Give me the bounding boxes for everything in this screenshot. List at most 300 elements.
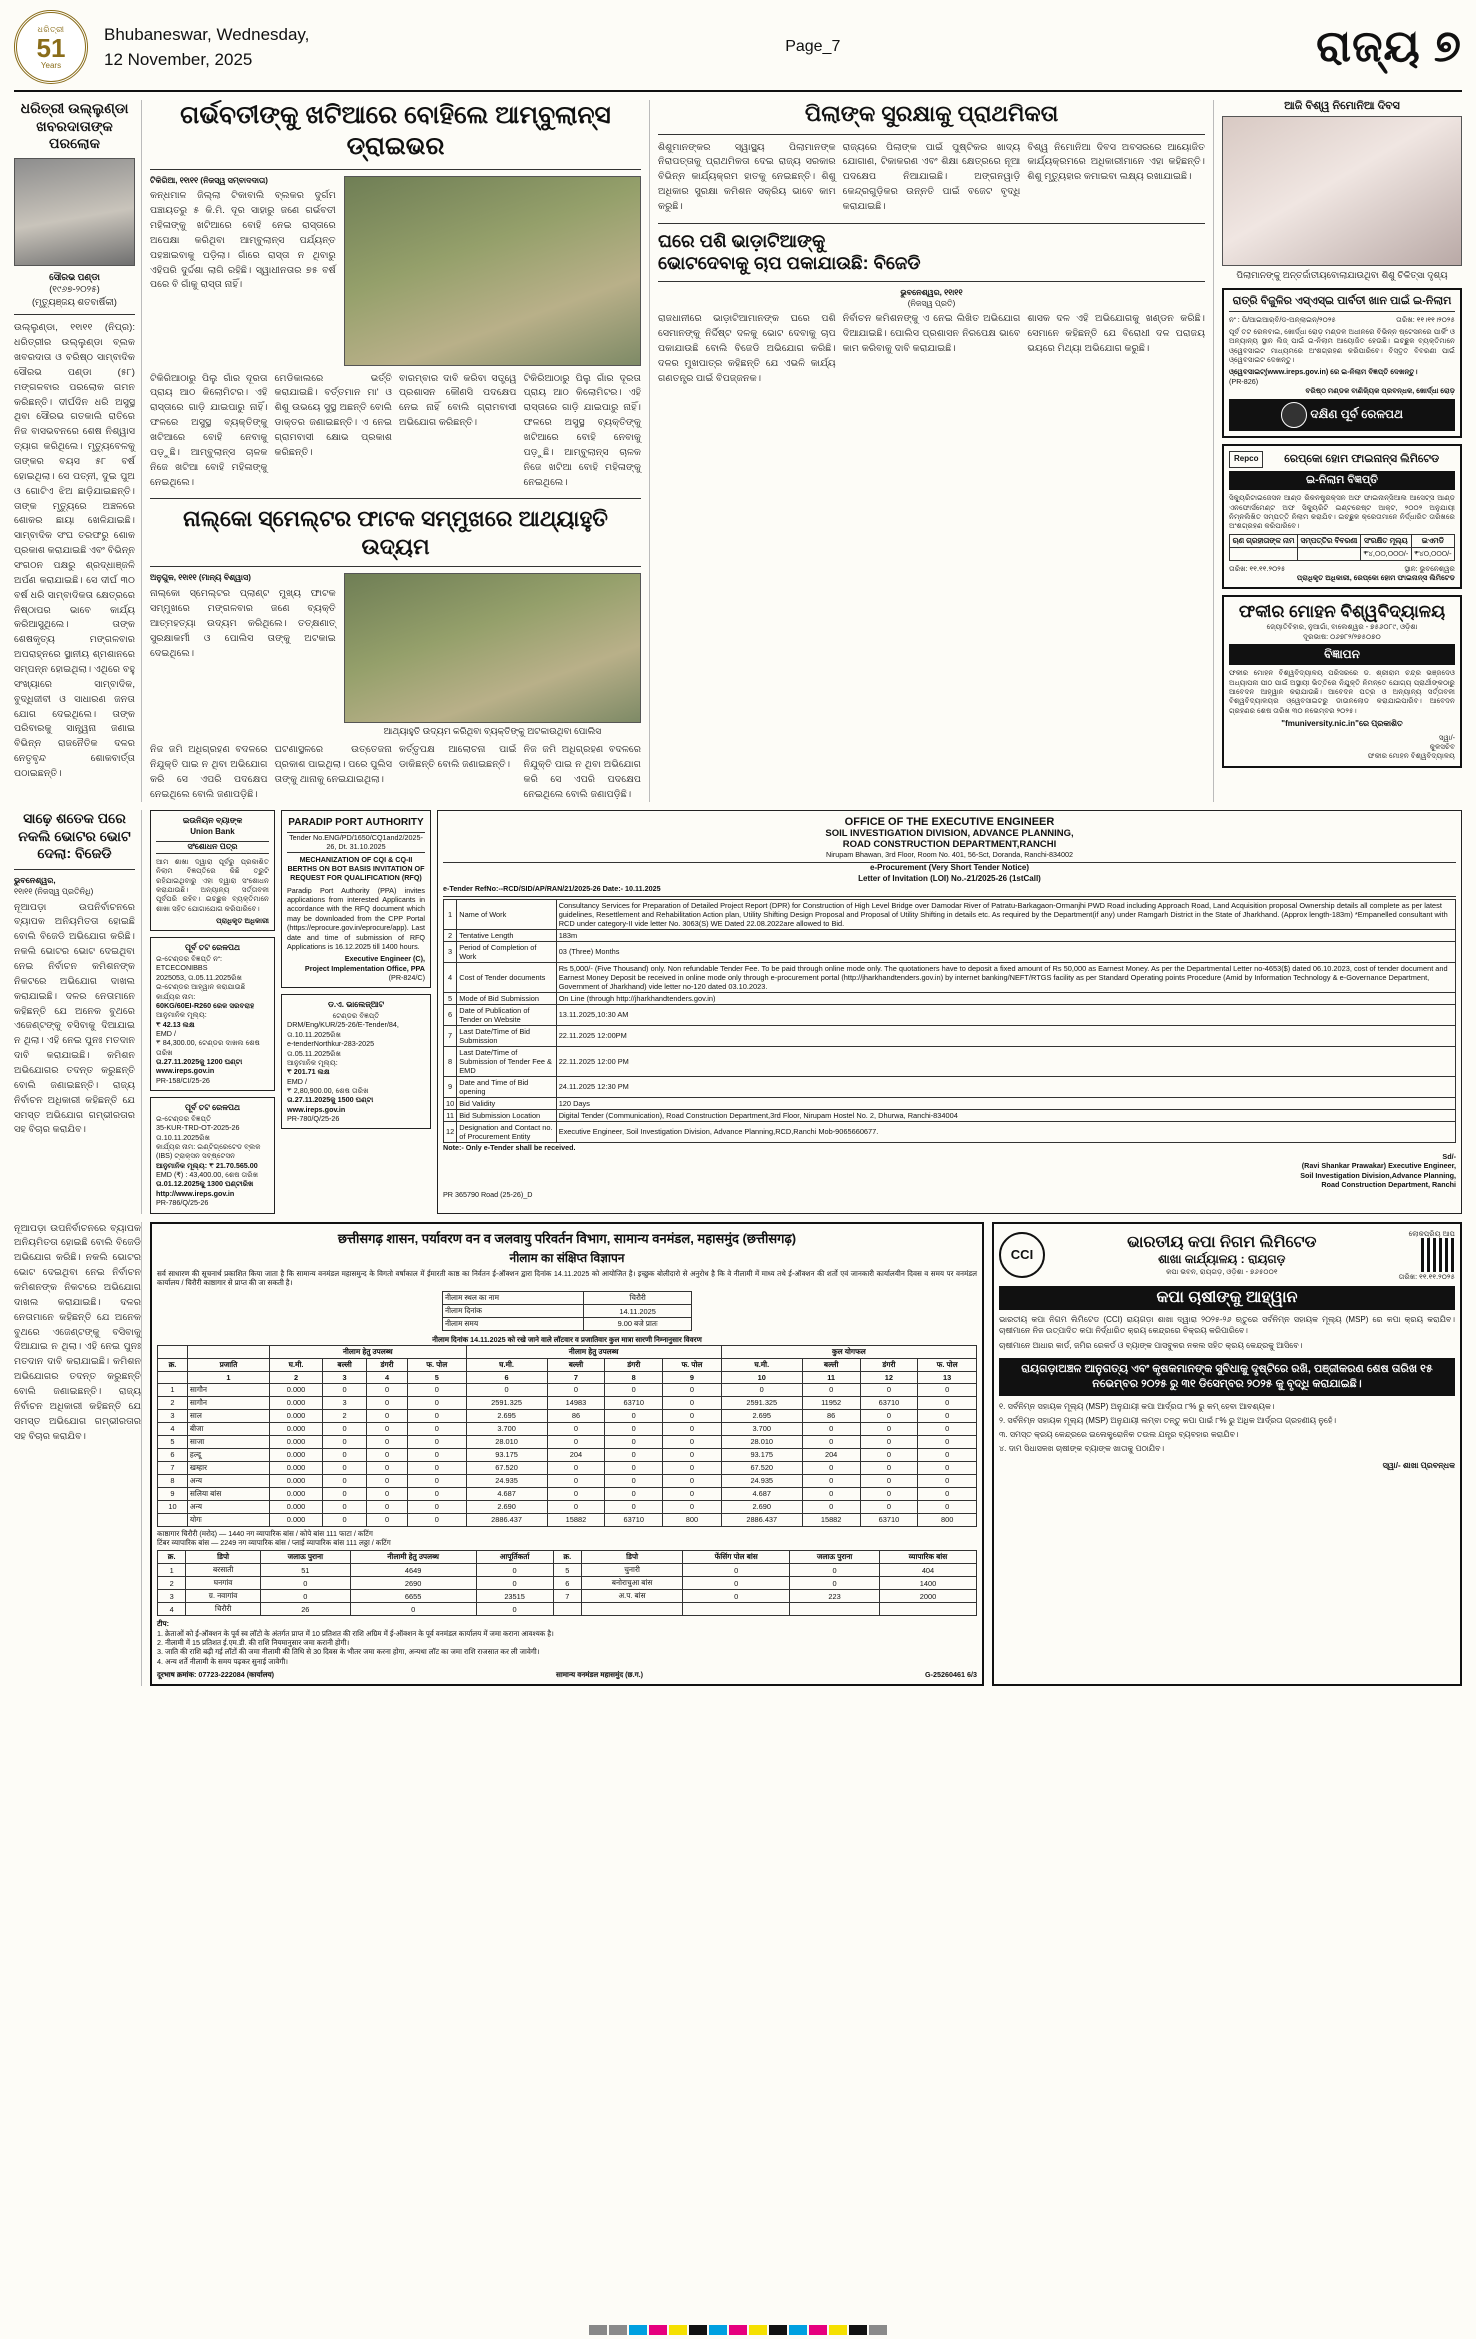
- table-cell: 0.000: [269, 1474, 322, 1487]
- publication-logo: [14, 10, 88, 84]
- child-col2: ରାଜ୍ୟରେ ପିଲାଙ୍କ ପାଇଁ ପୁଷ୍ଟିକର ଖାଦ୍ୟ ଯୋଗାଣ, ଟିକାକରଣ ଏବଂ ଶିକ୍ଷା କ୍ଷେତ୍ରରେ ନୂଆ ପଦକ୍ଷେପ ନିଆଯାଇଛି। ଅଙ୍ଗନୱାଡ଼ି କେନ୍ଦ୍ରଗୁଡ଼ିକର ଉନ୍ନତି ପାଇଁ ବଜେଟ ବୃଦ୍ଧି କରାଯାଇଛି।: [842, 141, 1021, 212]
- table-cell: [581, 1603, 682, 1616]
- jh-sign-3: Soil Investigation Division,Advance Planning,: [1300, 1170, 1456, 1180]
- table-cell: Rs 5,000/- (Five Thousand) only. Non refundable Tender Fee. To be paid through online mode only. The quotationers have to deposit a fixed amount of Rs 50,000 as Earnest Money. As per the Departmental Letter no-4653($) dated 06.10.2023, cost of tender document and Earnest Money Deposit be received in online mode only through e-procurement portal (http://jharkhandtenders.gov.in) by internet banking/NEFT/RTGS facility as per Standard Operating points Procedure (Amid by Information Technology & e-Governance Department, Government of Jharkhand) vide letter no-120 dated 03.10.2023.: [556, 962, 1455, 992]
- table-header-cell: बल्ली: [323, 1358, 367, 1371]
- terms-item: 2. नीलामी में 15 प्रतिशत ई.एम.डी. की राशि नियमानुसार जमा करानी होगी।: [157, 1638, 350, 1648]
- table-cell: 4: [444, 962, 457, 992]
- logo-top-text: ଧରିତ୍ରୀ: [37, 24, 65, 34]
- ecor3-cost: ଆନୁମାନିକ ମୂଲ୍ୟ: ₹ 21.70.565.00: [156, 1160, 258, 1170]
- repco-cell-reserve: ₹୪,୦୦,୦୦୦/-: [1360, 547, 1411, 560]
- table-header-cell: फ. पोल: [663, 1358, 722, 1371]
- table-header-cell: 3: [323, 1371, 367, 1383]
- table-row: [444, 1097, 1456, 1109]
- ad-jharkhand-tender: [437, 810, 1462, 1213]
- table-header-cell: 6: [466, 1371, 547, 1383]
- cg-body: सर्व साधारण की सूचनार्थ प्रकाशित किया जाता है कि सामान्य वनमंडल महासमुन्द के विगतो वर्षाकाल में ईमारती काष्ठ का निर्वतन ई-ऑक्शन द्वारा दिनांक 14.11.2025 को आयोजित है। इच्छुक बोलीदारो से अनुरोध है कि वे नीलामी में माध्य तथे ई-ऑक्शन की शर्तो एवं जानकारी कार्यालयीन दिवस व समय पर वनमंडल कार्यालय / चिरौरी काष्ठागार से प्राप्त की जा सकती है।: [157, 1268, 977, 1287]
- cci-logo-icon: [999, 1232, 1045, 1278]
- table-cell: 6: [158, 1448, 188, 1461]
- main-story-col5: ଟିକିରିଆଠାରୁ ପିଲୁ ଗାଁର ଦୂରତା ପ୍ରାୟ ଆଠ କିଲୋମିଟର। ଏହି ରାସ୍ତାରେ ଗାଡ଼ି ଯାଇପାରୁ ନାହିଁ। ଫଳରେ ଅସୁସ୍ଥ ବ୍ୟକ୍ତିଙ୍କୁ ଖଟିଆରେ ବୋହି ନେବାକୁ ପଡ଼ୁଛି। ଆମ୍ବୁଲାନ୍ସ ଚାଳକ ନିଜେ ଖଟିଆ ବୋହି ମହିଳାଙ୍କୁ ନେଇଥିଲେ।: [523, 372, 641, 488]
- nalco-col5: ନିଜ ଜମି ଅଧିଗ୍ରହଣ ବଦଳରେ ନିଯୁକ୍ତି ପାଇ ନ ଥିବା ଅଭିଯୋଗ କରି ସେ ଏପରି ପଦକ୍ଷେପ ନେଇଥିଲେ ବୋଲି ଜଣାପଡ଼ିଛି।: [523, 743, 641, 800]
- ecor2-line1: ଇ-ଟେଣ୍ଡର ବିଜ୍ଞପ୍ତି ନଂ: ETCECONIBBS: [156, 954, 222, 973]
- table-cell: Name of Work: [457, 899, 556, 929]
- table-row: [444, 941, 1456, 962]
- table-header-cell: नीलाम हेतु उपलब्ध: [466, 1345, 721, 1358]
- table-cell: 0: [663, 1448, 722, 1461]
- table-cell: 4.687: [721, 1487, 802, 1500]
- repco-table: [1229, 534, 1455, 561]
- paradip-ref: (PR-824/C): [388, 972, 425, 982]
- table-cell: योगः: [187, 1513, 269, 1526]
- vote-body: ନୂଆପଡ଼ା ଉପନିର୍ବାଚନରେ ବ୍ୟାପକ ଅନିୟମିତତା ହୋଇଛି ବୋଲି ବିଜେଡି ଅଭିଯୋଗ କରିଛି। ନକଲି ଭୋଟର ଭୋଟ ଦେଇଥିବା ନେଇ ନିର୍ବାଚନ କମିଶନଙ୍କ ନିକଟରେ ଅଭିଯୋଗ ଦାଖଲ କରାଯାଇଛି। ଦଳର ନେତାମାନେ କହିଛନ୍ତି ଯେ ଅନେକ ବୁଥରେ ଏଜେଣ୍ଟଙ୍କୁ ବସିବାକୁ ଦିଆଯାଇ ନ ଥିଲା। ଏହି ନେଇ ପୁନଃ ମତଦାନ ଦାବି କରାଯାଇଛି। କମିଶନ ଅଭିଯୋଗର ତଦନ୍ତ କରୁଛନ୍ତି ବୋଲି ଜଣାଇଛନ୍ତି। ରାଜ୍ୟ ନିର୍ବାଚନ ଅଧିକାରୀ କହିଛନ୍ତି ଯେ ସମସ୍ତ ଅଭିଯୋଗ ଗମ୍ଭୀରତାର ସହ ବିଚାର କରାଯିବ।: [14, 901, 135, 1136]
- table-cell: 3.700: [466, 1422, 547, 1435]
- table-header-cell: 8: [605, 1371, 663, 1383]
- table-row: [158, 1345, 977, 1358]
- page-number: Page_7: [785, 38, 841, 55]
- table-cell: 0: [683, 1590, 790, 1603]
- nalco-col1: ନାଲ୍‌କୋ ସ୍ମେଲ୍‌ଟର ପ୍ଲାଣ୍ଟ ମୁଖ୍ୟ ଫାଟକ ସମ୍ମୁଖରେ ମଙ୍ଗଳବାର ଜଣେ ବ୍ୟକ୍ତି ଆତ୍ମହତ୍ୟା ଉଦ୍ୟମ କରିଥିଲେ। ତତ୍‌କ୍ଷଣାତ୍ ସୁରକ୍ଷାକର୍ମୀ ଓ ପୋଲିସ ତାଙ୍କୁ ଅଟକାଇ ଦେଇଥିଲେ।: [150, 588, 336, 659]
- table-cell: 3.700: [721, 1422, 802, 1435]
- table-cell: Last Date/Time of Bid Submission: [457, 1025, 556, 1046]
- dav-web[interactable]: www.ireps.gov.in: [287, 1104, 346, 1114]
- ecor-auction-website: ଓ୍ୱେବସାଇଟ୍‌(www.ireps.gov.in) ରେ ଇ-ନିଲାମ ବିଜ୍ଞପ୍ତି ଦେଖନ୍ତୁ।: [1229, 367, 1418, 377]
- table-cell: सागौन: [187, 1396, 269, 1409]
- table-cell: 0: [860, 1409, 918, 1422]
- repco-sign: ପ୍ରାଧିକୃତ ଅଧିକାରୀ, ରେପ୍‌କୋ ହୋମ ଫାଇନାନ୍ସ ଲିମିଟେଡ: [1296, 573, 1455, 583]
- rent-col2: ନିର୍ବାଚନ କମିଶନଙ୍କୁ ଏ ନେଇ ଲିଖିତ ଅଭିଯୋଗ ଦିଆଯାଇଛି। ପୋଲିସ ପ୍ରଶାସନ ନିରପେକ୍ଷ ଭାବେ କାମ କରିବାକୁ ଦାବି କରାଯାଇଛି।: [842, 313, 1021, 355]
- table-row: [158, 1603, 977, 1616]
- nalco-dateline: ଅନୁଗୁଳ, ୧୧ା୧୧ (ମାନ୍ୟ ବିଶ୍ୱାସ): [150, 573, 251, 583]
- table-cell: 0: [802, 1435, 860, 1448]
- ecor2-emd-label: EMD /: [156, 1028, 176, 1038]
- repco-title: ରେପ୍‌କୋ ହୋମ ଫାଇନାନ୍ସ ଲିମିଟେଡ: [1284, 453, 1440, 466]
- table-cell: 63710: [605, 1513, 663, 1526]
- table-cell: 6: [444, 1004, 457, 1025]
- ad-chhattisgarh-forest: [150, 1222, 984, 1687]
- jh-refno: e-Tender RefNo:--RCD/SID/AP/RAN/21/2025-26 Date:- 10.11.2025: [443, 884, 1456, 896]
- table-cell: 3: [158, 1590, 186, 1603]
- rent-headline-line2: ଭୋଟଦେବାକୁ ଚାପ ପକାଯାଉଛି: ବିଜେଡି: [658, 253, 921, 274]
- main-story-col3: ମେଡିକାଲରେ ଭର୍ତ୍ତି କରାଯାଇଛି। ବର୍ତ୍ତମାନ ମା' ଓ ଶିଶୁ ଉଭୟେ ସୁସ୍ଥ ଅଛନ୍ତି ବୋଲି ଡାକ୍ତର ଜଣାଇଛନ୍ତି। ଏ ନେଇ ଗ୍ରାମବାସୀ କ୍ଷୋଭ ପ୍ରକାଶ କରିଛନ୍ତି।: [274, 372, 392, 458]
- table-cell: Period of Completion of Work: [457, 941, 556, 962]
- table-row: [444, 962, 1456, 992]
- table-cell: 23515: [476, 1590, 553, 1603]
- table-cell: अन्य: [187, 1500, 269, 1513]
- obituary-column: [14, 100, 142, 802]
- table-header-cell: क्र.: [553, 1551, 581, 1564]
- table-cell: [553, 1603, 581, 1616]
- cg-table-caption: नीलाम दिनांक 14.11.2025 को रखे जाने वाले लॉटवार व प्रजातिवार कुल मात्रा सारणी निम्नानुसार विवरण: [432, 1335, 702, 1345]
- color-swatch: [709, 2325, 727, 2335]
- table-cell: 4649: [350, 1564, 476, 1577]
- table-header-cell: फ. पोल: [407, 1358, 466, 1371]
- paradip-subject: MECHANIZATION OF CQI & CQ-II BERTHS ON BOT BASIS INVITATION OF REQUEST FOR QUALIFICATION (RFQ): [287, 854, 425, 883]
- table-cell: 0: [323, 1422, 367, 1435]
- cg-title-1: छत्तीसगढ़ शासन, पर्यावरण वन व जलवायु परिवर्तन विभाग, सामान्य वनमंडल, महासमुंद (छत्तीसगढ़): [337, 1230, 797, 1246]
- cci-heading: କପା ଚାଷୀଙ୍କୁ ଆହ୍ୱାନ: [999, 1286, 1455, 1310]
- table-header-cell: नीलामी हेतु उपलब्ध: [350, 1551, 476, 1564]
- union-bank-title: [156, 816, 269, 838]
- child-story-headline: ପିଲାଙ୍କ ସୁରକ୍ଷାକୁ ପ୍ରାଥମିକତା: [804, 101, 1059, 126]
- tender-col-b: [281, 810, 431, 1213]
- color-swatch: [629, 2325, 647, 2335]
- dav-emd: ₹ 2,80,900.00, ଶେଷ ତାରିଖ: [287, 1085, 369, 1095]
- cg-footer-center: सामान्य वनमंडल महासमुंद (छ.ग.): [556, 1670, 644, 1680]
- jh-loi: Letter of Invitation (LOI) No.-21/2025-26 (1stCall): [858, 873, 1041, 883]
- ecor3-web[interactable]: http://www.ireps.gov.in: [156, 1188, 235, 1198]
- dav-line1: ଟେଣ୍ଡର ବିଜ୍ଞପ୍ତି: [332, 1011, 380, 1021]
- table-cell: 2.695: [466, 1409, 547, 1422]
- table-row: [444, 1121, 1456, 1142]
- color-swatch: [829, 2325, 847, 2335]
- table-cell: 7: [444, 1025, 457, 1046]
- table-cell: 6: [553, 1577, 581, 1590]
- obituary-caption-note: (ମୃତ୍ୟୁଞ୍ଜୟ ଶତବାର୍ଷିକୀ): [32, 296, 117, 307]
- table-cell: 51: [260, 1564, 350, 1577]
- table-header-cell: बल्ली: [547, 1358, 605, 1371]
- table-cell: 12: [444, 1121, 457, 1142]
- table-header-cell: जलाऊ पुराना: [790, 1551, 880, 1564]
- table-cell: 0: [323, 1435, 367, 1448]
- table-cell: 0: [663, 1435, 722, 1448]
- table-cell: 0: [367, 1474, 408, 1487]
- union-bank-footer: ପ୍ରାଧିକୃତ ଅଧିକାରୀ: [216, 915, 269, 925]
- table-cell: [158, 1513, 188, 1526]
- table-cell: 120 Days: [556, 1097, 1455, 1109]
- table-row: [158, 1500, 977, 1513]
- table-cell: 1: [444, 899, 457, 929]
- table-header-cell: बल्ली: [802, 1358, 860, 1371]
- color-swatch: [589, 2325, 607, 2335]
- table-cell: 22.11.2025 12:00 PM: [556, 1046, 1455, 1076]
- paradip-sign-2: Project Implementation Office, PPA: [304, 963, 425, 973]
- jh-ref: PR 365790 Road (25-26)_D: [443, 1189, 533, 1199]
- table-cell: 0: [407, 1409, 466, 1422]
- table-cell: 63710: [860, 1513, 918, 1526]
- cci-body-2: ଚାଷୀମାନେ ଆଧାର କାର୍ଡ, ଜମିର ରେକର୍ଡ ଓ ବ୍ୟାଙ୍କ ପାସବୁକର ନକଲ ସହିତ କ୍ରୟ କେନ୍ଦ୍ରକୁ ଆସିବେ।: [999, 1340, 1303, 1350]
- table-row: [444, 929, 1456, 941]
- table-cell: 5: [553, 1564, 581, 1577]
- table-cell: 6655: [350, 1590, 476, 1603]
- jh-address: Nirupam Bhawan, 3rd Floor, Room No. 401, 56-Sct, Doranda, Ranchi-834002: [826, 850, 1073, 860]
- table-cell: 0: [367, 1396, 408, 1409]
- table-cell: 24.935: [721, 1474, 802, 1487]
- logo-anniversary-number: 51: [36, 32, 66, 63]
- table-cell: 0: [323, 1487, 367, 1500]
- dav-cost-label: ଆନୁମାନିକ ମୂଲ୍ୟ:: [287, 1057, 338, 1067]
- table-cell: 0: [790, 1577, 880, 1590]
- fmu-phone: ଦୂରଭାଷ: ୦୬୭୮୨/୨୭୫୦୭୦: [1303, 631, 1381, 641]
- dav-line3: e-tenderNorthkur-283-2025: [287, 1039, 375, 1049]
- obituary-headline-line1: ଧରିତ୍ରୀ ଉଲ୍ଲୁଣ୍ଡା: [20, 100, 129, 116]
- table-cell: 2591.325: [466, 1396, 547, 1409]
- table-header-cell: व्यापारिक बांस: [879, 1551, 976, 1564]
- jh-sign-4: Road Construction Department, Ranchi: [1321, 1180, 1456, 1190]
- section-title: ରାଜ୍ୟ ୭: [1316, 22, 1462, 71]
- table-cell: 0: [407, 1461, 466, 1474]
- ecor2-web[interactable]: www.ireps.gov.in: [156, 1066, 215, 1076]
- table-cell: 0: [605, 1500, 663, 1513]
- table-cell: 0: [663, 1474, 722, 1487]
- table-cell: 0: [860, 1435, 918, 1448]
- table-cell: 11952: [802, 1396, 860, 1409]
- table-cell: 2: [444, 929, 457, 941]
- table-cell: चुनारी: [581, 1564, 682, 1577]
- ecor3-line3: ତା.10.11.2025ରିଖ: [156, 1132, 210, 1142]
- paradip-sign-1: Executive Engineer (C),: [344, 954, 425, 964]
- table-header-cell: 2: [269, 1371, 322, 1383]
- ecor2-cost: ₹ 42.13 ଲକ୍ଷ: [156, 1019, 195, 1029]
- table-cell: 0: [367, 1513, 408, 1526]
- cg-time-label: नीलाम समय: [443, 1318, 584, 1331]
- table-cell: 4: [158, 1603, 186, 1616]
- jh-sign-1: Sd/-: [1442, 1152, 1456, 1162]
- table-cell: सागौन: [187, 1383, 269, 1396]
- repco-cell-name: [1230, 547, 1298, 560]
- list-item: ୨. ସର୍ବନିମ୍ନ ସହାୟକ ମୂଲ୍ୟ (MSP) ଅନୁଯାୟୀ ଲମ୍ବା ତନ୍ତୁ କପା ପାଇଁ ୮% ରୁ ଅଧିକ ଆର୍ଦ୍ରତା ଗ୍ରହଣୀୟ ନୁହେଁ।: [999, 1416, 1337, 1426]
- obituary-caption-years: (୧୯୬୭-୨୦୨୫): [49, 284, 100, 295]
- table-header-cell: क्र.: [158, 1551, 186, 1564]
- table-cell: Tentative Length: [457, 929, 556, 941]
- table-header-cell: कुल योगफल: [721, 1345, 976, 1358]
- table-cell: 0.000: [269, 1396, 322, 1409]
- table-cell: 10: [158, 1500, 188, 1513]
- table-cell: 0: [260, 1577, 350, 1590]
- table-cell: बनोराचुआ बांस: [581, 1577, 682, 1590]
- paradip-tender-no: Tender No.ENG/PD/1650/CQ1and2/2025-26, Dt. 31.10.2025: [287, 832, 425, 853]
- table-cell: 0: [802, 1487, 860, 1500]
- table-cell: 0: [860, 1448, 918, 1461]
- ecor-auction-refno: ନଂ : ପି/ଆଇଆର୍‌ବି/ଡ-ଅନ୍‌ଲାଇନ୍‌/୨୦୨୫: [1229, 314, 1336, 324]
- table-cell: 0: [367, 1422, 408, 1435]
- table-cell: अन्य: [187, 1474, 269, 1487]
- table-cell: 0.000: [269, 1448, 322, 1461]
- table-cell: 0: [407, 1500, 466, 1513]
- table-cell: 26: [260, 1603, 350, 1616]
- table-cell: 0: [663, 1461, 722, 1474]
- repco-cell-property: [1297, 547, 1360, 560]
- table-cell: सलिया बांस: [187, 1487, 269, 1500]
- table-cell: खम्हार: [187, 1461, 269, 1474]
- ecor2-line2: 2025053, ତା.05.11.2025ରିଖ: [156, 972, 242, 982]
- nalco-photo: [344, 573, 641, 723]
- table-cell: 2.695: [721, 1409, 802, 1422]
- ecor3-ref: PR-786/Q/25-26: [156, 1198, 209, 1208]
- ad-ecor-auction: [1222, 288, 1462, 439]
- repco-th-3: ସଂରକ୍ଷିତ ମୂଲ୍ୟ: [1360, 534, 1411, 547]
- table-cell: 24.11.2025 12:30 PM: [556, 1076, 1455, 1097]
- table-cell: 0: [860, 1461, 918, 1474]
- table-cell: 2000: [879, 1590, 976, 1603]
- bottom-section: [14, 1222, 1462, 1687]
- cci-title-2: ଶାଖା କାର୍ଯ୍ୟାଳୟ : ରାୟଗଡ଼: [1158, 1251, 1286, 1266]
- nalco-col3: ଘଟଣାସ୍ଥଳରେ ଉତ୍ତେଜନା ପ୍ରକାଶ ପାଇଥିଲା। ପରେ ପୁଲିସ ତାଙ୍କୁ ଥାନାକୁ ନେଇଯାଇଥିଲା।: [274, 743, 392, 785]
- table-cell: 0: [918, 1435, 977, 1448]
- table-row: [158, 1487, 977, 1500]
- ecor-auction-bar: [1229, 399, 1455, 431]
- main-story-col1: କନ୍ଧମାଳ ଜିଲ୍ଲା ଟିକାବାଲି ବ୍ଲକର ଦୁର୍ଗମ ପଞ୍ଚାୟତରୁ ୫ କି.ମି. ଦୂର ସାହାରୁ ଜଣେ ଗର୍ଭବତୀ ମହିଳାଙ୍କୁ ଖଟିଆରେ ବୋହି ନେଇ ରାସ୍ତାରେ ଅପେକ୍ଷା କରିଥିବା ଆମ୍ବୁଲାନ୍ସ ପର୍ଯ୍ୟନ୍ତ ପହଞ୍ଚାଇବାକୁ ପଡ଼ିଲା। ଗାଁରେ ରାସ୍ତା ନ ଥିବାରୁ ଏହିପରି ଦୁର୍ଦ୍ଦଶା ଲାଗି ରହିଛି। ସ୍ୱାଧୀନତାର ୭୫ ବର୍ଷ ପରେ ବି ଗାଁକୁ ରାସ୍ତା ନାହିଁ।: [150, 190, 336, 291]
- table-cell: 5: [158, 1435, 188, 1448]
- ecor2-title: ପୂର୍ବ ତଟ ରେଳପଥ: [185, 943, 240, 953]
- rent-dateline: ଭୁବନେଶ୍ୱର, ୧୧ା୧୧: [900, 287, 963, 297]
- paradip-body: Paradip Port Authority (PPA) invites applications from interested Applicants in accordance with the RFQ document which may be downloaded from the CPP Portal (https://eprocure.gov.in/eprocure/app). Last date and time of submission of RFQ Applications is 16.12.2025 till 1400 hours.: [287, 885, 425, 951]
- ecor-auction-bar-label: ଦକ୍ଷିଣ ପୂର୍ବ ରେଳପଥ: [1310, 407, 1403, 422]
- dav-line4: ତା.05.11.2025ରିଖ: [287, 1048, 341, 1058]
- tender-col-a: [150, 810, 275, 1213]
- nalco-col2: ନିଜ ଜମି ଅଧିଗ୍ରହଣ ବଦଳରେ ନିଯୁକ୍ତି ପାଇ ନ ଥିବା ଅଭିଯୋଗ କରି ସେ ଏପରି ପଦକ୍ଷେପ ନେଇଥିଲେ ବୋଲି ଜଣାପଡ଼ିଛି।: [150, 743, 268, 800]
- table-cell: 0: [323, 1500, 367, 1513]
- cmyk-registration-bar: [0, 2325, 1476, 2335]
- jh-table: [443, 899, 1456, 1143]
- cci-qr-icon: [1421, 1238, 1455, 1272]
- table-cell: 0: [860, 1487, 918, 1500]
- cg-note-2: टिंबर व्यापारिक बांस — 2249 नग व्यापारिक बांस / प्लाई व्यापारिक बांस 111 लठ्ठा / कटिंग: [157, 1537, 391, 1547]
- table-cell: 0: [683, 1564, 790, 1577]
- table-cell: 0: [860, 1500, 918, 1513]
- table-cell: 0: [663, 1396, 722, 1409]
- table-cell: 3: [444, 941, 457, 962]
- table-cell: 2690: [350, 1577, 476, 1590]
- table-cell: 0: [260, 1590, 350, 1603]
- ecor3-work: କାର୍ଯ୍ୟର ନାମ: ଇଣ୍ଟିଗ୍ରେଟେଡ ବ୍ଲକ (IBS) ଟ୍ରାକ୍ସନ ସବ୍‌ଷ୍ଟେସନ: [156, 1142, 261, 1161]
- table-header-cell: घ.मी.: [721, 1358, 802, 1371]
- railway-logo-icon: [1281, 402, 1307, 428]
- list-item: ୩. ସମସ୍ତ କ୍ରୟ କେନ୍ଦ୍ରରେ ଇଲେକ୍ଟ୍ରୋନିକ ତଉଲ ଯନ୍ତ୍ର ବ୍ୟବହାର କରାଯିବ।: [999, 1430, 1239, 1440]
- terms-item: 1. क्रेताओं को ई-ऑक्शन के पूर्व स्व लॉटो के अंतर्गत प्राप्त में 10 प्रतिशत की राशि अग्रिम में ई-ऑक्शन के पूर्व वनमंडल कार्यालय में जमा कराना आवश्यक है।: [157, 1628, 554, 1638]
- table-cell: 0: [605, 1422, 663, 1435]
- nalco-photo-caption: ଆଥ୍ୟାହୁତି ଉଦ୍ୟମ କରିଥିବା ବ୍ୟକ୍ତିଙ୍କୁ ଅଟକାଉଥିବା ପୋଲିସ: [383, 726, 602, 737]
- dav-closing: ତା.27.11.2025କୁ 1500 ଘଣ୍ଟା: [287, 1095, 374, 1105]
- logo-years-text: Years: [40, 60, 62, 70]
- union-bank-body: ଆମ ଶାଖା ଦ୍ୱାରା ପୂର୍ବରୁ ପ୍ରକାଶିତ ନିଲାମ ବିଜ୍ଞପ୍ତିରେ କିଛି ତ୍ରୁଟି ରହିଯାଇଥିବାରୁ ଏହା ଦ୍ୱାରା ସଂଶୋଧନ କରାଯାଉଛି। ଅନ୍ୟାନ୍ୟ ସର୍ତ୍ତାବଳୀ ପୂର୍ବପରି ରହିବ। ଇଚ୍ଛୁକ ବ୍ୟକ୍ତିମାନେ ଶାଖା ସହିତ ଯୋଗାଯୋଗ କରିପାରିବେ।: [156, 856, 269, 913]
- table-header-cell: डंगरी: [860, 1358, 918, 1371]
- table-cell: 0: [407, 1487, 466, 1500]
- cg-terms-list: [157, 1629, 977, 1666]
- main-story-photo: [344, 176, 641, 366]
- table-row: [158, 1461, 977, 1474]
- table-row: [158, 1409, 977, 1422]
- table-cell: 0: [323, 1461, 367, 1474]
- table-cell: 0: [547, 1435, 605, 1448]
- vote-headline-line1: ସାଢ଼େ ଶତେକ ପରେ: [23, 810, 126, 827]
- table-cell: Designation and Contact no. of Procurement Entity: [457, 1121, 556, 1142]
- union-bank-heading: ସଂଶୋଧନ ପତ୍ର: [156, 841, 269, 854]
- table-cell: 0: [407, 1396, 466, 1409]
- cci-subhead: ରାୟଗଡ଼ାଅଞ୍ଚଳ ଆନୁଗତ୍ୟ ଏବଂ କୃଷକମାନଙ୍କ ସୁବିଧାକୁ ଦୃଷ୍ଟିରେ ରଖି, ପଞ୍ଜୀକରଣ ଶେଷ ତାରିଖ ୧୫ ନଭେମ୍ବର ୨୦୨୫ ରୁ ୩୧ ଡିସେମ୍ବର ୨୦୨୫ କୁ ବୃଦ୍ଧି କରାଯାଇଛି।: [999, 1358, 1455, 1397]
- cci-bullet-list: [999, 1402, 1455, 1454]
- table-header-cell: घ.मी.: [269, 1358, 322, 1371]
- obituary-caption-name: ସୌରଭ ପଣ୍ଡା: [49, 271, 100, 282]
- table-cell: 5: [444, 992, 457, 1004]
- repco-place: ସ୍ଥାନ: ଭୁବନେଶ୍ୱର: [1404, 563, 1455, 573]
- table-cell: 9: [444, 1076, 457, 1097]
- child-col1: ଶିଶୁମାନଙ୍କର ସ୍ୱାସ୍ଥ୍ୟ ପିଲାମାନଙ୍କ ନିରାପତ୍ତାକୁ ପ୍ରାଥମିକତା ଦେଇ ରାଜ୍ୟ ସରକାର ବିଭିନ୍ନ କାର୍ଯ୍ୟକ୍ରମ ହାତକୁ ନେଇଛନ୍ତି। ଶିଶୁ ଅଧିକାର ସୁରକ୍ଷା କମିଶନ ସକ୍ରିୟ ଭାବେ କାମ କରୁଛି।: [658, 141, 836, 212]
- table-cell: 93.175: [721, 1448, 802, 1461]
- table-row: [158, 1448, 977, 1461]
- table-cell: 86: [547, 1409, 605, 1422]
- table-header-cell: नीलाम हेतु उपलब्ध: [269, 1345, 466, 1358]
- table-cell: 0: [802, 1461, 860, 1474]
- table-cell: 0: [605, 1409, 663, 1422]
- jh-note: Note:- Only e-Tender shall be received.: [443, 1142, 576, 1152]
- jh-title-2: SOIL INVESTIGATION DIVISION, ADVANCE PLANNING,: [825, 828, 1074, 840]
- vote-headline-line3: ଦେଲା: ବିଜେଡି: [37, 845, 112, 862]
- cg-depot-table: [157, 1550, 977, 1616]
- table-cell: [879, 1603, 976, 1616]
- table-cell: 2: [323, 1409, 367, 1422]
- table-row: [158, 1564, 977, 1577]
- cci-title-1: ଭାରତୀୟ କପା ନିଗମ ଲିମିଟେଡ: [1127, 1233, 1317, 1251]
- table-row: [158, 1590, 977, 1603]
- table-cell: 4: [158, 1422, 188, 1435]
- table-cell: 0: [918, 1487, 977, 1500]
- table-cell: 0: [605, 1435, 663, 1448]
- terms-item: 3. जाति की राशि बढ़ी गई लॉटों की जमा नीलामी की तिथि से 30 दिवस के भीतर जमा करना होगा, अन्यथा लॉट का जमा राशि राजसात कर ली जावेगी।: [157, 1647, 540, 1657]
- table-cell: 0: [476, 1603, 553, 1616]
- nalco-col4: କର୍ତ୍ତୃପକ୍ଷ ଆଲୋଚନା ପାଇଁ ଡାକିଛନ୍ତି ବୋଲି ଜଣାଇଛନ୍ତି।: [399, 743, 517, 770]
- bottom-left-text: ନୂଆପଡ଼ା ଉପନିର୍ବାଚନରେ ବ୍ୟାପକ ଅନିୟମିତତା ହୋଇଛି ବୋଲି ବିଜେଡି ଅଭିଯୋଗ କରିଛି। ନକଲି ଭୋଟର ଭୋଟ ଦେଇଥିବା ନେଇ ନିର୍ବାଚନ କମିଶନଙ୍କ ନିକଟରେ ଅଭିଯୋଗ ଦାଖଲ କରାଯାଇଛି। ଦଳର ନେତାମାନେ କହିଛନ୍ତି ଯେ ଅନେକ ବୁଥରେ ଏଜେଣ୍ଟଙ୍କୁ ବସିବାକୁ ଦିଆଯାଇ ନ ଥିଲା। ଏହି ନେଇ ପୁନଃ ମତଦାନ ଦାବି କରାଯାଇଛି। କମିଶନ ଅଭିଯୋଗର ତଦନ୍ତ କରୁଛନ୍ତି ବୋଲି ଜଣାଇଛନ୍ତି। ରାଜ୍ୟ ନିର୍ବାଚନ ଅଧିକାରୀ କହିଛନ୍ତି ଯେ ସମସ୍ତ ଅଭିଯୋଗ ଗମ୍ଭୀରତାର ସହ ବିଚାର କରାଯିବ।: [14, 1222, 141, 1442]
- table-header-cell: [158, 1371, 188, 1383]
- ecor2-line3: ଇ-ଟେଣ୍ଡର ଆହ୍ୱାନ କରାଯାଉଛି: [156, 982, 246, 992]
- table-header-cell: 4: [367, 1371, 408, 1383]
- color-swatch: [809, 2325, 827, 2335]
- fmu-website: "fmuniversity.nic.in"ରେ ପ୍ରକାଶିତ: [1281, 718, 1403, 728]
- table-cell: 204: [802, 1448, 860, 1461]
- table-cell: 0: [476, 1577, 553, 1590]
- table-row: [444, 1025, 1456, 1046]
- table-cell: [790, 1603, 880, 1616]
- table-cell: चिरौरी: [186, 1603, 261, 1616]
- cci-top-right: ଲୋକପ୍ରିୟ ଆପ: [1408, 1228, 1455, 1238]
- vote-story-headline: [14, 810, 135, 863]
- table-cell: 67.520: [721, 1461, 802, 1474]
- table-row: [158, 1358, 977, 1371]
- table-cell: Cost of Tender documents: [457, 962, 556, 992]
- table-cell: 2591.325: [721, 1396, 802, 1409]
- table-cell: 0: [407, 1383, 466, 1396]
- table-cell: 0: [790, 1564, 880, 1577]
- fmu-sign2: କୁଳସଚିବ: [1429, 742, 1455, 752]
- table-header-cell: आपूर्तिकर्ता: [476, 1551, 553, 1564]
- ecor2-emd: ₹ 84,300.00, ଟେଣ୍ଡର ଦାଖଲ ଶେଷ ତାରିଖ: [156, 1038, 260, 1057]
- table-row: [444, 1046, 1456, 1076]
- fmu-title: ଫକୀର ମୋହନ ବିଶ୍ୱବିଦ୍ୟାଳୟ: [1238, 602, 1446, 622]
- table-cell: 2: [158, 1577, 186, 1590]
- main-story: [150, 100, 650, 802]
- table-cell: 0: [547, 1383, 605, 1396]
- list-item: ୪. ଦାମ ସିଧାସଳଖ ଚାଷୀଙ୍କ ବ୍ୟାଙ୍କ ଖାତାକୁ ପଠାଯିବ।: [999, 1443, 1165, 1453]
- vote-story: [14, 810, 142, 1213]
- table-cell: 0: [663, 1422, 722, 1435]
- table-cell: 0: [466, 1383, 547, 1396]
- cci-date: ତାରିଖ: ୧୧.୧୧.୨୦୨୫: [1398, 1271, 1455, 1281]
- repco-th-4: ଇଏମଡି: [1411, 534, 1454, 547]
- child-col3: ବିଶ୍ୱ ନିମୋନିଆ ଦିବସ ଅବସରରେ ଆୟୋଜିତ କାର୍ଯ୍ୟକ୍ରମରେ ଅଧିକାରୀମାନେ ଏହା କହିଛନ୍ତି। ଶିଶୁ ମୃତ୍ୟୁହାର କମାଇବା ଲକ୍ଷ୍ୟ ରଖାଯାଇଛି।: [1027, 141, 1205, 183]
- union-bank-title-en: Union Bank: [190, 827, 235, 837]
- color-swatch: [869, 2325, 887, 2335]
- cg-time-value: 9.00 बजे प्रातः: [584, 1318, 692, 1331]
- table-header-cell: फेंसिंग पोल बांस: [683, 1551, 790, 1564]
- table-cell: 0: [663, 1487, 722, 1500]
- ecor-auction-date: ତାରିଖ: ୧୧।୧୧।୨୦୨୫: [1396, 314, 1455, 324]
- table-cell: 0: [367, 1461, 408, 1474]
- ecor2-cost-label: ଆନୁମାନିକ ମୂଲ୍ୟ:: [156, 1010, 207, 1020]
- table-cell: 0.000: [269, 1461, 322, 1474]
- table-cell: 0: [663, 1383, 722, 1396]
- cg-terms-title: टीप:: [157, 1619, 169, 1629]
- dav-ref: PR-780/Q/25-26: [287, 1114, 340, 1124]
- repco-cell-emd: ₹୪୦,୦୦୦/-: [1411, 547, 1454, 560]
